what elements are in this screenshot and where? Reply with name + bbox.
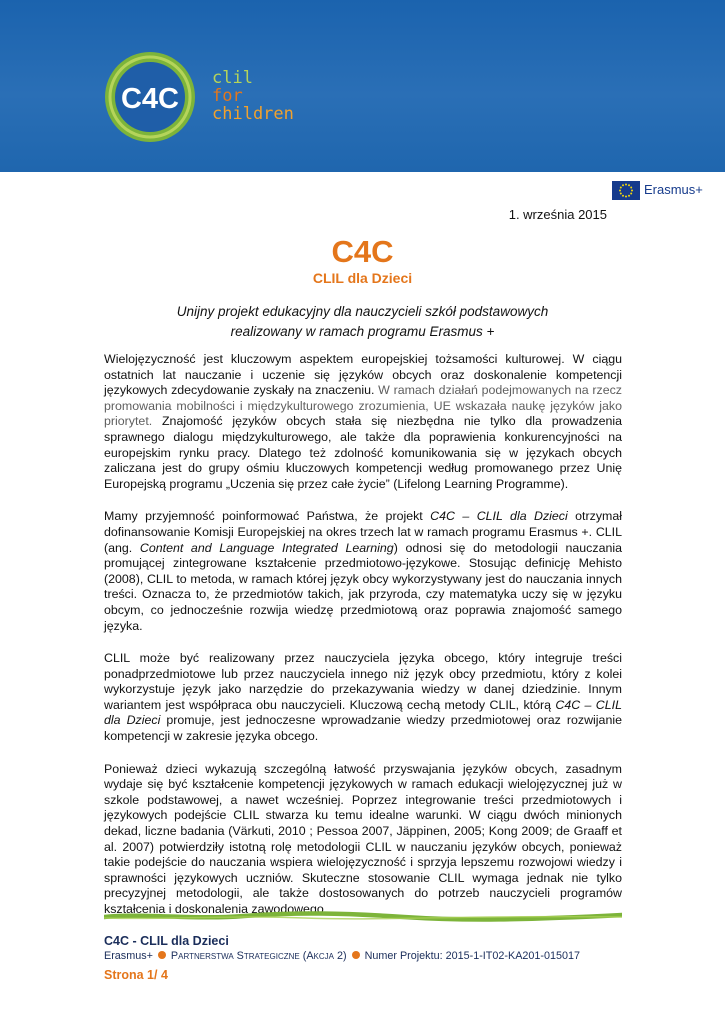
bullet-dot-icon bbox=[352, 951, 360, 959]
paragraph-4: Ponieważ dzieci wykazują szczególną łatwość przyswajania języków obcych, zasadnym wydaje się być kształcenie kompetencji językowych w ramach edukacji wielojęzycznej już w szkole podstawowej, a nawet wcześniej. Poprzez integrowanie treści przedmiotowych i językowych podejście CLIL stwarza ku temu idealne warunki. W ciągu dwóch minionych dekad, liczne badania (Värkuti, 2010 ; Pessoa 2007, Jäppinen, 2005; Kong 2009; de Graaff et al. 2007) potwierdziły istotną rolę metodologii CLIL w nauczaniu języków obcych, ponieważ takie podejście do nauczania wspiera wielojęzyczność i sprzyja lepszemu rozwojowi wiedzy i sprawności językowych uczniów. Skuteczne stosowanie CLIL wymaga jednak nie tylko precyzyjnej metodologii, ale także dostosowanych do potrzeb nauczycieli programów kształcenia i doskonalenia zawodowego. bbox=[104, 761, 622, 916]
logo-line-children: children bbox=[212, 104, 294, 124]
tagline-line-2: realizowany w ramach programu Erasmus + bbox=[230, 324, 495, 339]
logo-badge-text: C4C bbox=[120, 83, 180, 115]
document-subtitle: CLIL dla Dzieci bbox=[312, 270, 413, 286]
paragraph-3-c: promuje, jest jednoczesne wprowadzanie wiedzy przedmiotowej oraz rozwijanie kompetencji w zakresie języka obcego. bbox=[104, 713, 622, 744]
page-number: Strona 1/ 4 bbox=[104, 968, 168, 982]
paragraph-2-a: Mamy przyjemność poinformować Państwa, że projekt bbox=[104, 509, 431, 524]
paragraph-2-c: otrzymał dofinansowanie Komisji Europejskiej na okres trzech lat w ramach programu Erasmus +. CLIL (ang. bbox=[104, 509, 622, 555]
tagline bbox=[0, 302, 725, 342]
erasmus-plus-logo bbox=[612, 180, 708, 202]
footer-title: C4C - CLIL dla Dzieci bbox=[104, 934, 229, 948]
logo-line-for: for bbox=[212, 86, 243, 106]
paragraph-1-c: Znajomość języków obcych stała się niezbędna nie tylko dla prowadzenia sprawnego dialogu międzykulturowego, ale także dla poprawienia konkurencyjności na europejskim rynku pracy. Dlatego też zdolność komunikowania się w językach obcych zaliczana jest do grupy ośmiu kluczowych kompetencji według promowanego przez Unię Europejską programu „Uczenia się przez całe życie” (Lifelong Learning Programme). bbox=[104, 414, 622, 491]
paragraph-2-e: ) odnosi się do metodologii nauczania promującej zintegrowane kształcenie przedmiotowo-językowe. Stosując definicję Mehisto (2008), CLIL to metoda, w ramach której język obcy wykorzystywany jest do nauczania innych treści. Oznacza to, że przedmiotów takich, jak przyroda, czy matematyka uczy się w języku obcym, co jednocześnie rozwija wiedzę przedmiotową oraz poprawia znajomość samego języka. bbox=[104, 540, 623, 633]
document-date: 1. września 2015 bbox=[508, 207, 607, 222]
paragraph-1-b: W ramach działań podejmowanych na rzecz promowania mobilności i międzykulturowego zrozumienia, UE wskazała naukę języków jako priorytet. bbox=[104, 383, 622, 429]
body-text bbox=[104, 352, 622, 935]
header-band bbox=[0, 0, 725, 172]
paragraph-3 bbox=[104, 651, 622, 745]
paragraph-3-a: CLIL może być realizowany przez nauczyciela języka obcego, który integruje treści ponadprzedmiotowe lub przez nauczyciela innego niż język obcy przedmiotu, który z kolei wykorzystuje język jako narzędzie do przekazywania wiedzy w danej dziedzinie. Innym wariantem jest współpraca obu nauczycieli. Kluczową cechą metody CLIL, którą bbox=[104, 651, 622, 712]
project-name-italic-2: C4C – CLIL dla Dzieci bbox=[104, 697, 622, 728]
paragraph-1 bbox=[104, 352, 622, 492]
bullet-dot-icon bbox=[158, 951, 166, 959]
footer-action: Partnerstwa Strategiczne (Akcja 2) bbox=[170, 950, 347, 962]
c4c-logo bbox=[100, 50, 300, 150]
project-name-italic: C4C – CLIL dla Dzieci bbox=[430, 509, 568, 524]
footer-project-number: Numer Projektu: 2015-1-IT02-KA201-015017 bbox=[364, 950, 581, 962]
footer-divider bbox=[104, 910, 622, 924]
paragraph-2 bbox=[104, 509, 622, 634]
eu-flag-icon bbox=[612, 181, 640, 200]
tagline-line-1: Unijny projekt edukacyjny dla nauczycieli szkół podstawowych bbox=[176, 304, 549, 319]
clil-expansion-italic: Content and Language Integrated Learning bbox=[139, 540, 394, 555]
paragraph-1-a: Wielojęzyczność jest kluczowym aspektem europejskiej tożsamości kulturowej. W ciągu ostatnich lat nauczanie i uczenie się języków obcych oraz doskonalenie kompetencji językowych zdecydowanie zyskały na znaczeniu. bbox=[104, 352, 622, 398]
logo-line-clil: clil bbox=[212, 68, 253, 88]
footer-program: Erasmus+ bbox=[104, 950, 153, 962]
erasmus-logo-text: Erasmus+ bbox=[644, 182, 703, 197]
document-title: C4C bbox=[331, 234, 394, 269]
footer-program-line bbox=[104, 950, 580, 962]
